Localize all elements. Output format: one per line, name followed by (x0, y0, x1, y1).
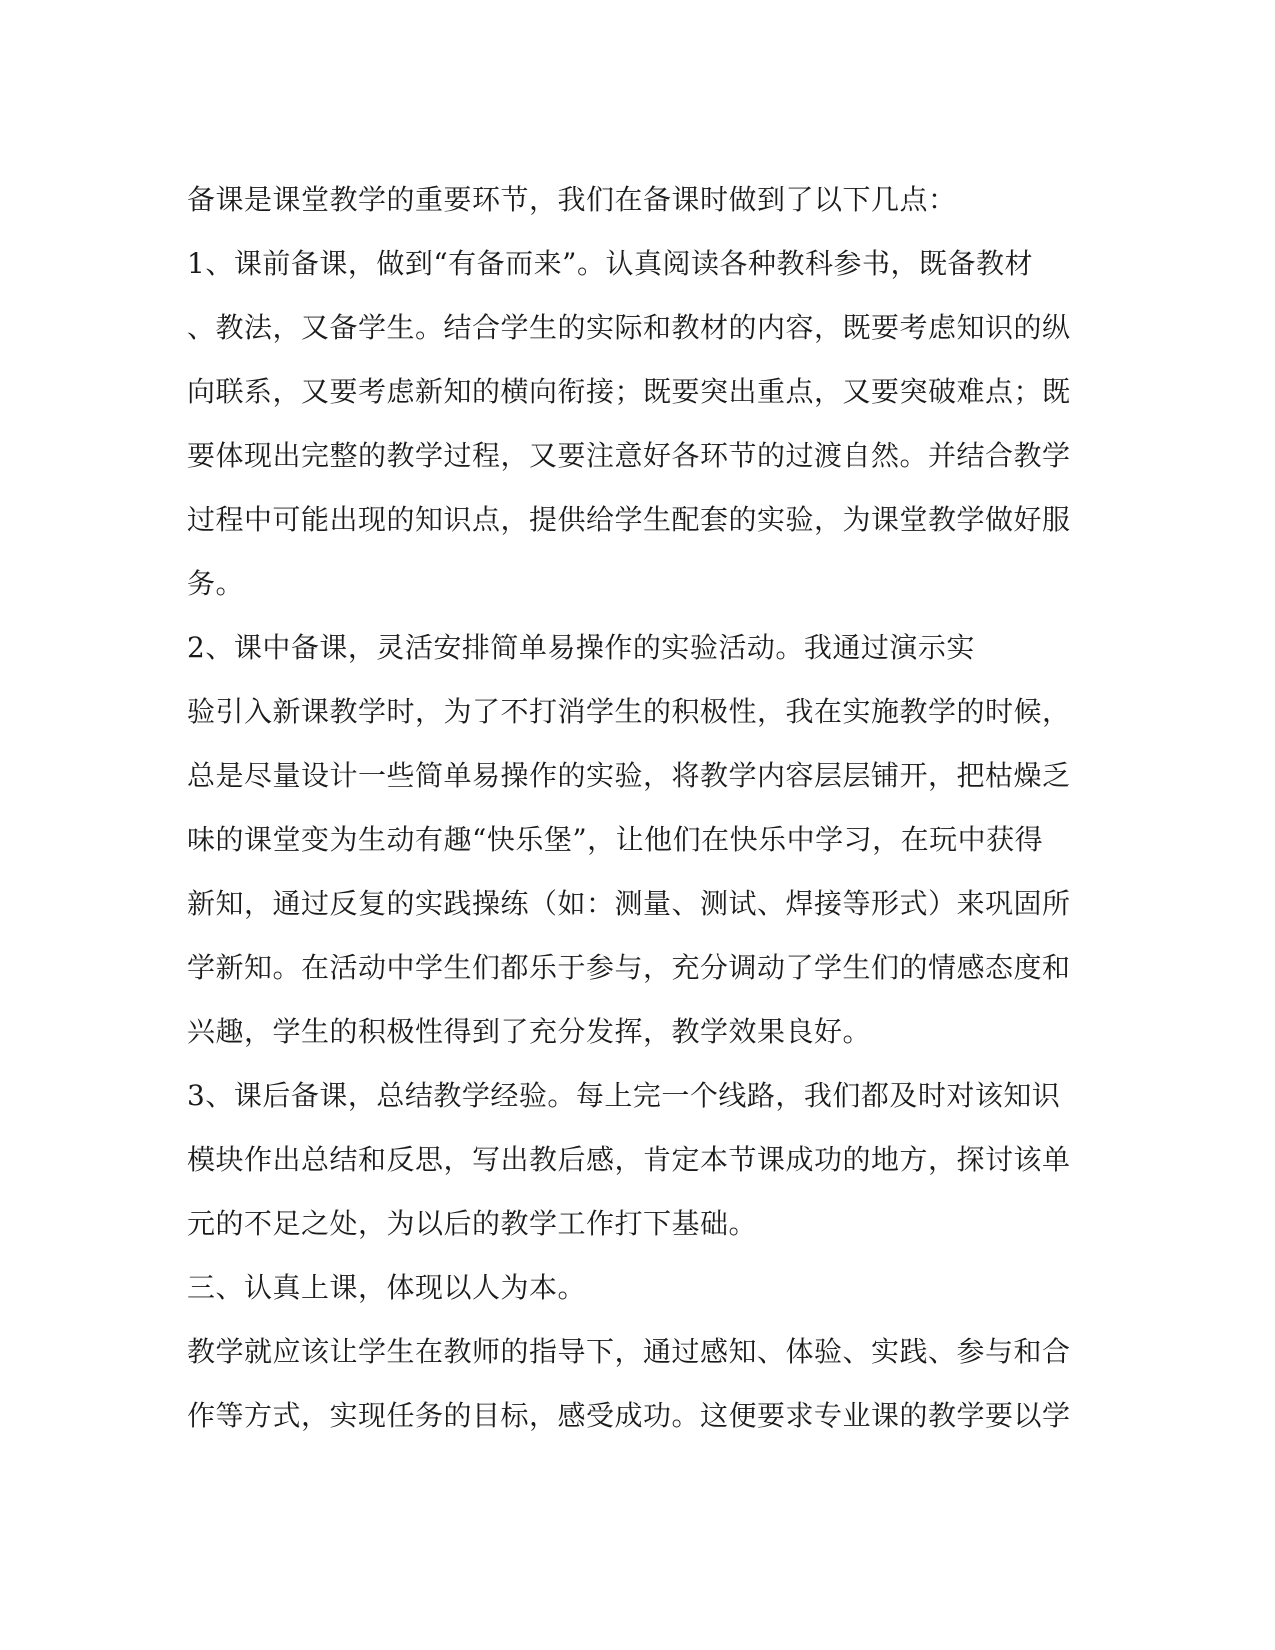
text-line: 味的课堂变为生动有趣“快乐堡”，让他们在快乐中学习，在玩中获得 (187, 823, 1044, 856)
section-heading: 三、认真上课，体现以人为本。 (187, 1271, 587, 1304)
body-text (187, 168, 1087, 1448)
text-line: 元的不足之处，为以后的教学工作打下基础。 (187, 1207, 758, 1240)
text-line: 3、课后备课，总结教学经验。每上完一个线路，我们都及时对该知识 (187, 1079, 1061, 1112)
text-line: 学新知。在活动中学生们都乐于参与，充分调动了学生们的情感态度和 (187, 951, 1071, 984)
text-line: 过程中可能出现的知识点，提供给学生配套的实验，为课堂教学做好服 (187, 503, 1071, 536)
text-line: 教学就应该让学生在教师的指导下，通过感知、体验、实践、参与和合 (187, 1335, 1071, 1368)
text-line: 作等方式，实现任务的目标，感受成功。这便要求专业课的教学要以学 (187, 1399, 1071, 1432)
text-line: 总是尽量设计一些简单易操作的实验，将教学内容层层铺开，把枯燥乏 (187, 759, 1071, 792)
text-line: 、教法，又备学生。结合学生的实际和教材的内容，既要考虑知识的纵 (187, 311, 1071, 344)
text-line: 兴趣，学生的积极性得到了充分发挥，教学效果良好。 (187, 1015, 872, 1048)
text-line: 备课是课堂教学的重要环节，我们在备课时做到了以下几点： (187, 183, 957, 216)
text-line: 向联系，又要考虑新知的横向衔接；既要突出重点，又要突破难点；既 (187, 375, 1071, 408)
text-line: 模块作出总结和反思，写出教后感，肯定本节课成功的地方，探讨该单 (187, 1143, 1071, 1176)
text-line: 1、课前备课，做到“有备而来”。认真阅读各种教科参书，既备教材 (187, 247, 1033, 280)
text-line: 2、课中备课，灵活安排简单易操作的实验活动。我通过演示实 (187, 631, 975, 664)
text-line: 验引入新课教学时，为了不打消学生的积极性，我在实施教学的时候， (187, 695, 1071, 728)
text-line: 务。 (187, 567, 245, 600)
text-line: 要体现出完整的教学过程，又要注意好各环节的过渡自然。并结合教学 (187, 439, 1071, 472)
text-line: 新知，通过反复的实践操练（如：测量、测试、焊接等形式）来巩固所 (187, 887, 1071, 920)
